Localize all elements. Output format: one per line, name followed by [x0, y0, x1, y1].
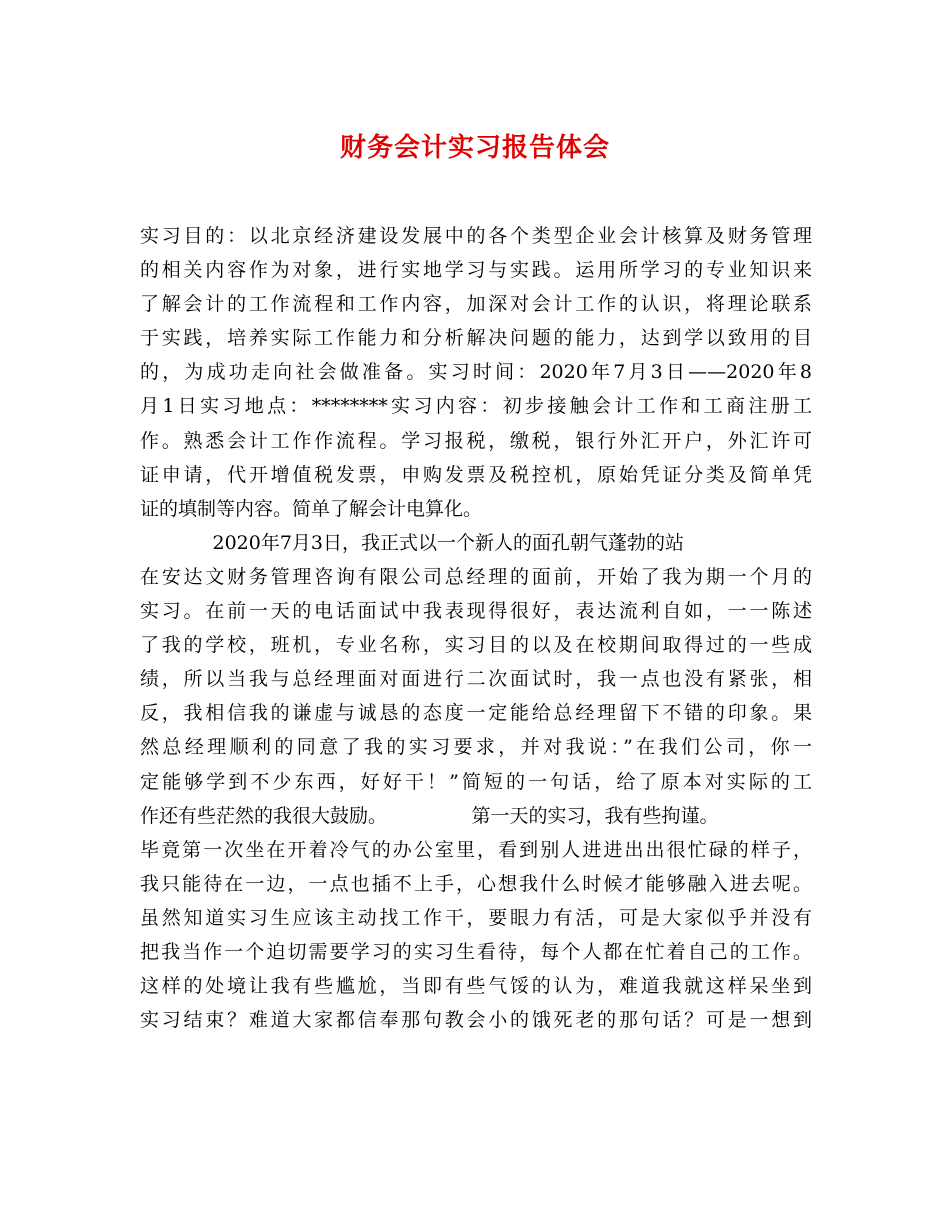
text-line: 实习结束？难道大家都信奉那句教会小的饿死老的那句话？可是一想到 — [140, 1009, 812, 1032]
text-line: 定能够学到不少东西，好好干！”简短的一句话，给了原本对实际的工 — [140, 770, 812, 793]
text-line: 了我的学校，班机，专业名称，实习目的以及在校期间取得过的一些成 — [140, 634, 812, 657]
text-line: 月1日实习地点：********实习内容：初步接触会计工作和工商注册工 — [140, 395, 812, 418]
text-line: 把我当作一个迫切需要学习的实习生看待，每个人都在忙着自己的工作。 — [140, 940, 812, 963]
text-line: 毕竟第一次坐在开着冷气的办公室里，看到别人进进出出很忙碌的样子， — [140, 838, 812, 861]
text-line: 在安达文财务管理咨询有限公司总经理的面前，开始了我为期一个月的 — [140, 565, 812, 588]
document-title: 财务会计实习报告体会 — [339, 133, 610, 163]
text-line: 绩，所以当我与总经理面对面进行二次面试时，我一点也没有紧张，相 — [140, 668, 812, 691]
text-line: 我只能待在一边，一点也插不上手，心想我什么时候才能够融入进去呢。 — [140, 872, 812, 895]
text-line: 的，为成功走向社会做准备。实习时间：2020年7月3日——2020年8 — [140, 361, 812, 384]
text-line: 虽然知道实习生应该主动找工作干，要眼力有活，可是大家似乎并没有 — [140, 906, 812, 929]
text-line: 作还有些茫然的我很大鼓励。 第一天的实习，我有些拘谨。 — [140, 804, 719, 827]
text-line: 了解会计的工作流程和工作内容，加深对会计工作的认识，将理论联系 — [140, 293, 812, 316]
text-line: 的相关内容作为对象，进行实地学习与实践。运用所学习的专业知识来 — [140, 259, 812, 282]
text-line: 实习。在前一天的电话面试中我表现得很好，表达流利自如，一一陈述 — [140, 600, 812, 623]
text-line: 然总经理顺利的同意了我的实习要求，并对我说：”在我们公司，你一 — [140, 736, 812, 759]
text-line: 作。熟悉会计工作作流程。学习报税，缴税，银行外汇开户，外汇许可 — [140, 429, 812, 452]
text-line: 反，我相信我的谦虚与诚恳的态度一定能给总经理留下不错的印象。果 — [140, 702, 812, 725]
text-line: 于实践，培养实际工作能力和分析解决问题的能力，达到学以致用的目 — [140, 327, 812, 350]
text-line: 这样的处境让我有些尴尬，当即有些气馁的认为，难道我就这样呆坐到 — [140, 975, 812, 998]
text-line: 证的填制等内容。简单了解会计电算化。 — [140, 497, 483, 520]
text-line: 2020年7月3日，我正式以一个新人的面孔朝气蓬勃的站 — [140, 531, 685, 554]
text-line: 实习目的：以北京经济建设发展中的各个类型企业会计核算及财务管理 — [140, 225, 812, 247]
text-line: 证申请，代开增值税发票，申购发票及税控机，原始凭证分类及简单凭 — [140, 463, 812, 486]
document-body — [140, 219, 812, 1037]
